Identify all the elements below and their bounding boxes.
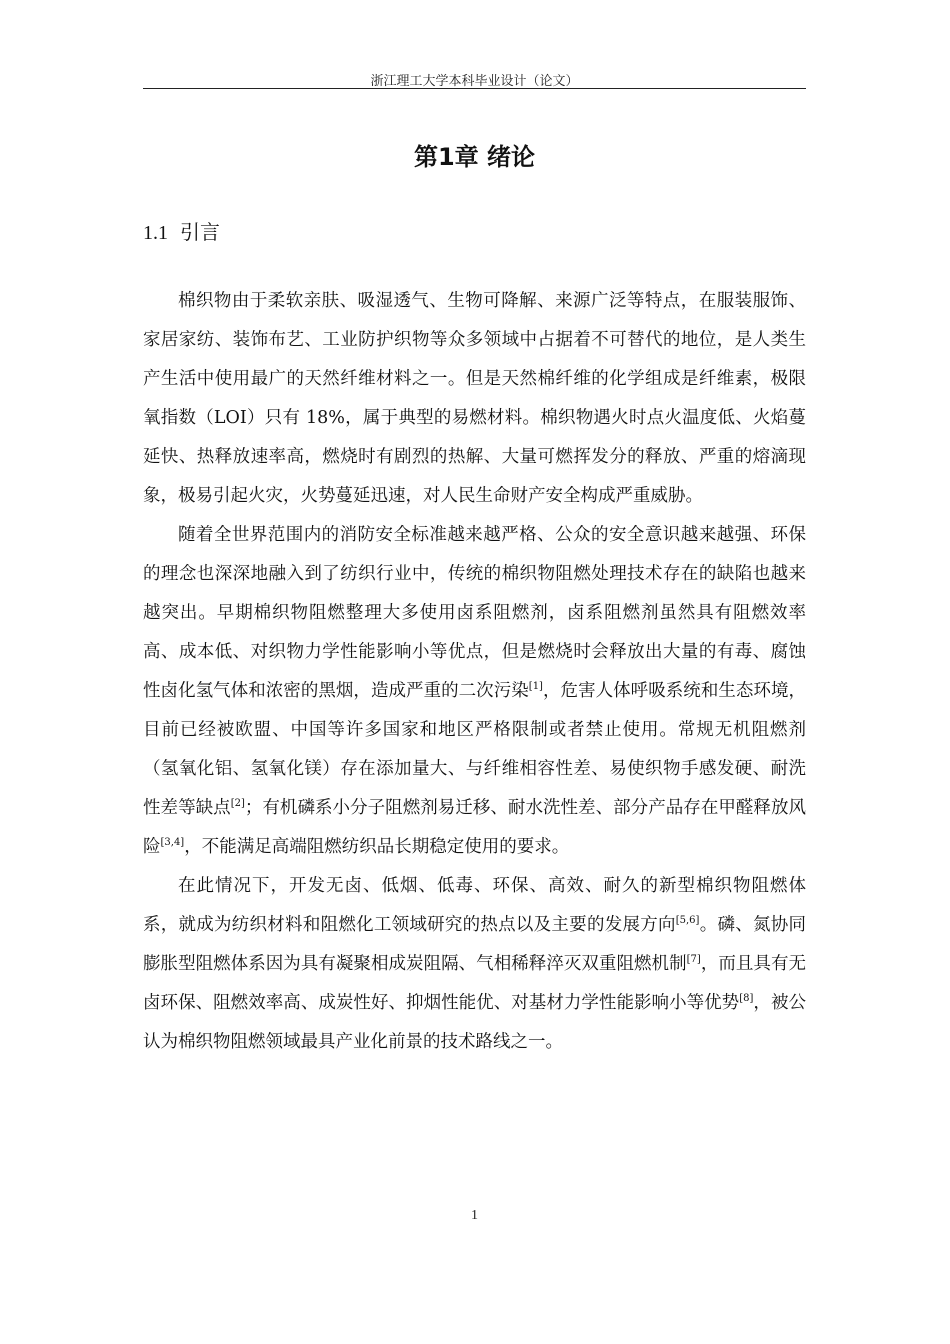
body-paragraph [143, 282, 806, 516]
citation-ref: [5,6] [675, 915, 700, 926]
paragraph-text: ，被公认为棉织物阻燃领域最具产业化前景的技术路线之一。 [143, 993, 806, 1052]
paragraph-text: 在此情况下，开发无卤、低烟、低毒、环保、高效、耐久的新型棉织物阻燃体系，就成为纺织材料和阻燃化工领域研究的热点以及主要的发展方向 [143, 876, 806, 935]
paragraph-text: 。磷、氮协同膨胀型阻燃体系因为具有凝聚相成炭阻隔、气相稀释淬灭双重阻燃机制 [143, 915, 806, 974]
page-number: 1 [471, 1208, 478, 1223]
chapter-title: 第1章 绪论 [413, 143, 536, 171]
citation-ref: [7] [686, 954, 701, 965]
paragraph-text: 棉织物由于柔软亲肤、吸湿透气、生物可降解、来源广泛等特点，在服装服饰、家居家纺、装饰布艺、工业防护织物等众多领域中占据着不可替代的地位，是人类生产生活中使用最广的天然纤维材料之一。但是天然棉纤维的化学组成是纤维素，极限氧指数（LOI）只有 18%，属于典型的易燃材料。棉织物遇火时点火温度低、火焰蔓延快、热释放速率高，燃烧时有剧烈的热解、大量可燃挥发分的释放、严重的熔滴现象，极易引起火灾，火势蔓延迅速，对人民生命财产安全构成严重威胁。 [143, 291, 806, 506]
citation-ref: [8] [739, 993, 754, 1004]
body-paragraph [143, 867, 806, 1062]
paragraph-text: 随着全世界范围内的消防安全标准越来越严格、公众的安全意识越来越强、环保的理念也深深地融入到了纺织行业中，传统的棉织物阻燃处理技术存在的缺陷也越来越突出。早期棉织物阻燃整理大多使用卤系阻燃剂，卤系阻燃剂虽然具有阻燃效率高、成本低、对织物力学性能影响小等优点，但是燃烧时会释放出大量的有毒、腐蚀性卤化氢气体和浓密的黑烟，造成严重的二次污染 [143, 525, 806, 701]
body-paragraph [143, 516, 806, 867]
paragraph-text: ，不能满足高端阻燃纺织品长期稳定使用的要求。 [184, 837, 570, 857]
citation-ref: [1] [528, 681, 543, 692]
body-text [143, 282, 806, 1062]
section-number: 1.1 [143, 222, 168, 244]
header-rule [143, 88, 806, 89]
paragraph-text: ；有机磷系小分子阻燃剂易迁移、耐水洗性差、部分产品存在甲醛释放风险 [143, 798, 807, 857]
paragraph-text: ，而且具有无卤环保、阻燃效率高、成炭性好、抑烟性能优、对基材力学性能影响小等优势 [143, 954, 807, 1013]
paragraph-text: ，危害人体呼吸系统和生态环境，目前已经被欧盟、中国等许多国家和地区严格限制或者禁止使用。常规无机阻燃剂（氢氧化铝、氢氧化镁）存在添加量大、与纤维相容性差、易使织物手感发硬、耐洗性差等缺点 [143, 681, 807, 818]
section-title: 引言 [180, 220, 220, 244]
citation-ref: [3,4] [160, 837, 185, 848]
citation-ref: [2] [230, 798, 245, 809]
section-heading [143, 216, 220, 245]
running-header: 浙江理工大学本科毕业设计（论文） [370, 74, 579, 89]
